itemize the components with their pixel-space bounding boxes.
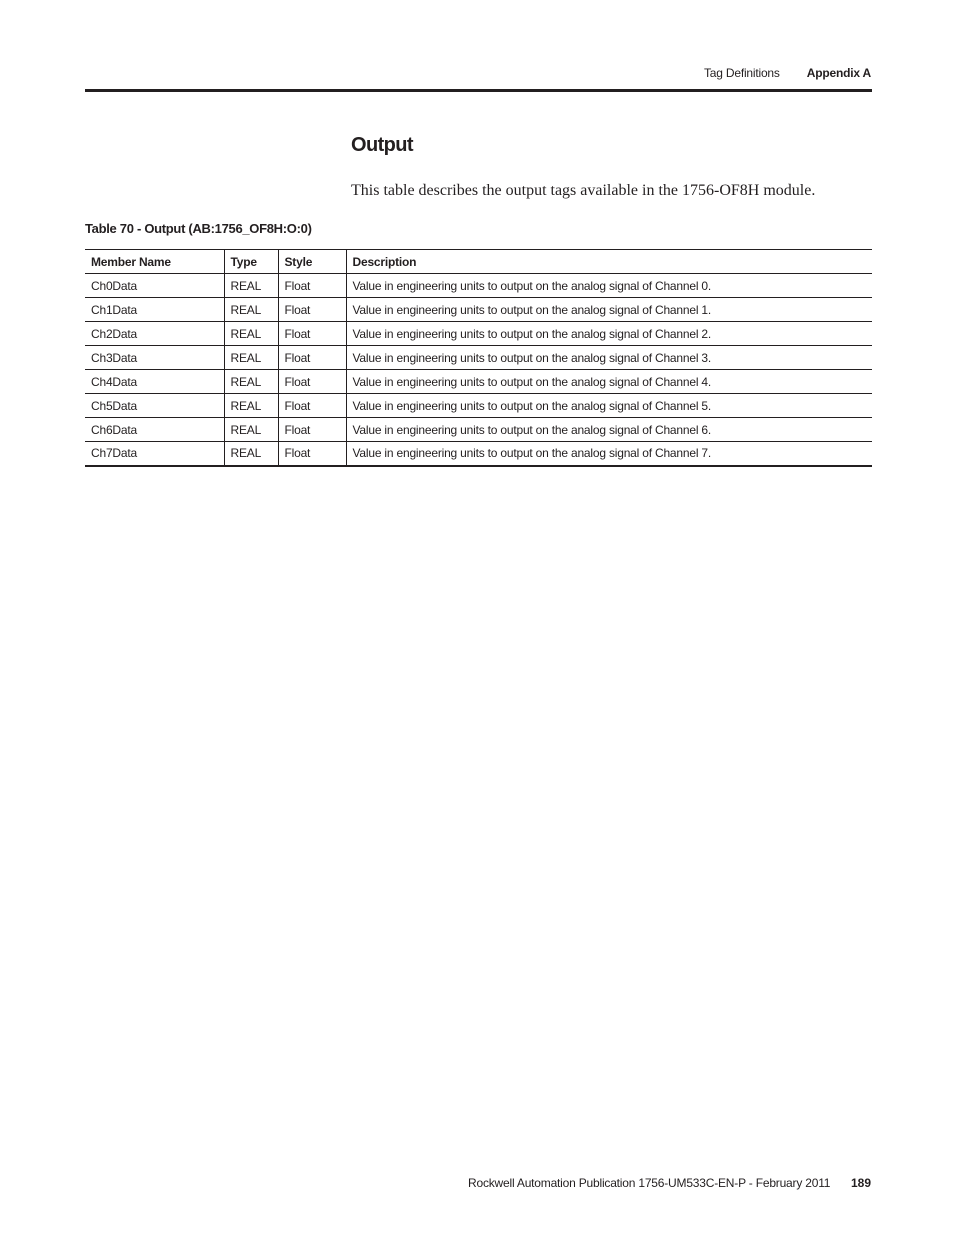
- type-cell: REAL: [224, 346, 278, 370]
- output-tags-table: [85, 249, 872, 467]
- member-name-cell: Ch6Data: [85, 418, 224, 442]
- description-cell: Value in engineering units to output on the analog signal of Channel 3.: [346, 346, 872, 370]
- member-name-cell: Ch5Data: [85, 394, 224, 418]
- type-cell: REAL: [224, 418, 278, 442]
- table-header-row: [85, 250, 872, 274]
- type-cell: REAL: [224, 274, 278, 298]
- running-header-appendix: Appendix A: [806, 66, 871, 80]
- type-cell: REAL: [224, 322, 278, 346]
- style-cell: Float: [278, 394, 346, 418]
- style-cell: Float: [278, 418, 346, 442]
- table-row: [85, 418, 872, 442]
- table-row: [85, 370, 872, 394]
- column-header-type: Type: [224, 250, 278, 274]
- style-cell: Float: [278, 298, 346, 322]
- member-name-cell: Ch0Data: [85, 274, 224, 298]
- description-cell: Value in engineering units to output on the analog signal of Channel 5.: [346, 394, 872, 418]
- column-header-member-name: Member Name: [85, 250, 224, 274]
- member-name-cell: Ch3Data: [85, 346, 224, 370]
- style-cell: Float: [278, 274, 346, 298]
- type-cell: REAL: [224, 394, 278, 418]
- member-name-cell: Ch4Data: [85, 370, 224, 394]
- table-row: [85, 298, 872, 322]
- running-header-section: Tag Definitions: [704, 66, 780, 80]
- style-cell: Float: [278, 370, 346, 394]
- table-row: [85, 394, 872, 418]
- table-caption: Table 70 - Output (AB:1756_OF8H:O:0): [85, 221, 312, 236]
- intro-paragraph: This table describes the output tags available in the 1756-OF8H module.: [351, 182, 816, 199]
- table-row: [85, 442, 872, 466]
- page-number: 189: [850, 1176, 871, 1190]
- type-cell: REAL: [224, 442, 278, 466]
- description-cell: Value in engineering units to output on the analog signal of Channel 6.: [346, 418, 872, 442]
- description-cell: Value in engineering units to output on the analog signal of Channel 1.: [346, 298, 872, 322]
- style-cell: Float: [278, 346, 346, 370]
- member-name-cell: Ch1Data: [85, 298, 224, 322]
- table-row: [85, 274, 872, 298]
- description-cell: Value in engineering units to output on the analog signal of Channel 7.: [346, 442, 872, 466]
- table-row: [85, 322, 872, 346]
- section-title: Output: [351, 134, 413, 156]
- member-name-cell: Ch2Data: [85, 322, 224, 346]
- header-divider: [85, 89, 872, 92]
- footer-publication: Rockwell Automation Publication 1756-UM533C-EN-P - February 2011: [468, 1176, 831, 1190]
- column-header-style: Style: [278, 250, 346, 274]
- description-cell: Value in engineering units to output on the analog signal of Channel 0.: [346, 274, 872, 298]
- type-cell: REAL: [224, 370, 278, 394]
- type-cell: REAL: [224, 298, 278, 322]
- style-cell: Float: [278, 322, 346, 346]
- style-cell: Float: [278, 442, 346, 466]
- description-cell: Value in engineering units to output on the analog signal of Channel 4.: [346, 370, 872, 394]
- description-cell: Value in engineering units to output on the analog signal of Channel 2.: [346, 322, 872, 346]
- column-header-description: Description: [346, 250, 872, 274]
- member-name-cell: Ch7Data: [85, 442, 224, 466]
- table-row: [85, 346, 872, 370]
